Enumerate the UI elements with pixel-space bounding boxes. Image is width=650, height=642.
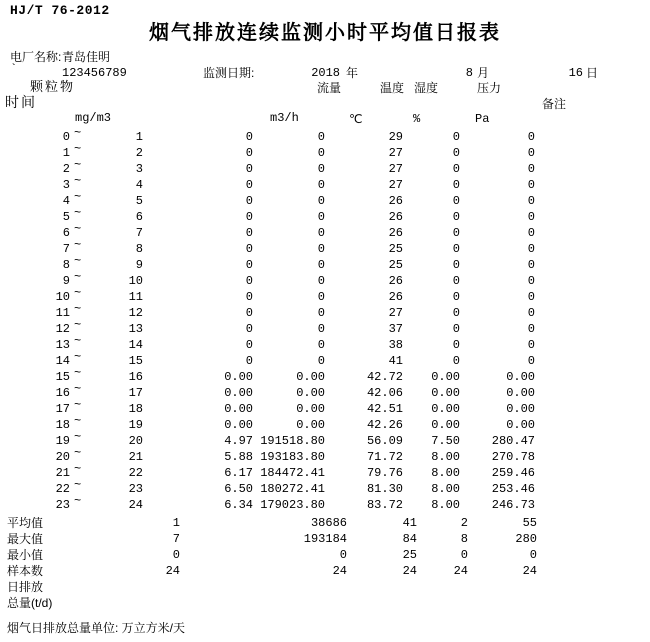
time-range-tilde: ~ [74, 350, 82, 364]
summary-value: 0 [529, 548, 537, 562]
cell-temp: 26 [388, 210, 403, 224]
time-range-tilde: ~ [74, 430, 82, 444]
month-unit: 月 [477, 66, 490, 80]
col-header-pressure: 压力 [477, 81, 502, 95]
cell-flow: 0.00 [296, 418, 325, 432]
stray-mark: ` [10, 62, 18, 76]
cell-pm: 6.17 [224, 466, 253, 480]
cell-temp: 83.72 [366, 498, 403, 512]
cell-pm: 0.00 [224, 418, 253, 432]
summary-label: 最大值 [7, 532, 44, 546]
cell-temp: 29 [388, 130, 403, 144]
cell-temp: 79.76 [366, 466, 403, 480]
cell-end: 7 [135, 226, 143, 240]
cell-humidity: 0 [452, 258, 460, 272]
summary-label: 总量(t/d) [7, 596, 53, 610]
cell-start: 7 [62, 242, 70, 256]
cell-end: 5 [135, 194, 143, 208]
cell-end: 24 [128, 498, 143, 512]
cell-humidity: 8.00 [431, 466, 460, 480]
cell-flow: 0 [317, 258, 325, 272]
summary-value: 24 [453, 564, 468, 578]
month-value: 8 [465, 66, 473, 80]
cell-flow: 191518.80 [260, 434, 325, 448]
cell-humidity: 0 [452, 290, 460, 304]
cell-end: 1 [135, 130, 143, 144]
cell-temp: 42.51 [366, 402, 403, 416]
summary-value: 8 [460, 532, 468, 546]
cell-pm: 0.00 [224, 370, 253, 384]
cell-pressure: 270.78 [491, 450, 535, 464]
cell-humidity: 8.00 [431, 450, 460, 464]
time-range-tilde: ~ [74, 382, 82, 396]
cell-start: 10 [55, 290, 70, 304]
time-range-tilde: ~ [74, 270, 82, 284]
year-unit: 年 [346, 66, 359, 80]
cell-temp: 27 [388, 178, 403, 192]
cell-temp: 26 [388, 290, 403, 304]
cell-humidity: 0 [452, 194, 460, 208]
time-range-tilde: ~ [74, 174, 82, 188]
cell-pm: 0.00 [224, 386, 253, 400]
cell-pressure: 0 [527, 162, 535, 176]
cell-temp: 27 [388, 306, 403, 320]
cell-end: 23 [128, 482, 143, 496]
cell-humidity: 0 [452, 130, 460, 144]
cell-end: 2 [135, 146, 143, 160]
cell-start: 18 [55, 418, 70, 432]
cell-temp: 42.72 [366, 370, 403, 384]
cell-flow: 0 [317, 322, 325, 336]
col-header-remark: 备注 [542, 97, 567, 111]
col-header-pm: 颗粒物 [30, 79, 76, 94]
cell-flow: 0 [317, 178, 325, 192]
cell-start: 1 [62, 146, 70, 160]
year-value: 2018 [311, 66, 340, 80]
cell-temp: 37 [388, 322, 403, 336]
cell-pm: 6.34 [224, 498, 253, 512]
report-title: 烟气排放连续监测小时平均值日报表 [149, 22, 501, 44]
time-range-tilde: ~ [74, 302, 82, 316]
cell-end: 19 [128, 418, 143, 432]
cell-pressure: 0 [527, 146, 535, 160]
cell-temp: 42.06 [366, 386, 403, 400]
cell-pressure: 246.73 [491, 498, 535, 512]
unit-temp: ℃ [349, 112, 363, 126]
cell-pm: 0 [245, 274, 253, 288]
cell-pressure: 0.00 [506, 370, 535, 384]
cell-end: 17 [128, 386, 143, 400]
summary-value: 24 [522, 564, 537, 578]
time-range-tilde: ~ [74, 190, 82, 204]
cell-flow: 0 [317, 306, 325, 320]
cell-humidity: 0 [452, 242, 460, 256]
summary-value: 193184 [303, 532, 347, 546]
cell-flow: 0 [317, 130, 325, 144]
cell-humidity: 0 [452, 226, 460, 240]
cell-humidity: 0 [452, 322, 460, 336]
time-range-tilde: ~ [74, 126, 82, 140]
time-range-tilde: ~ [74, 398, 82, 412]
cell-start: 2 [62, 162, 70, 176]
cell-end: 14 [128, 338, 143, 352]
cell-temp: 42.26 [366, 418, 403, 432]
summary-value: 2 [460, 516, 468, 530]
cell-start: 13 [55, 338, 70, 352]
cell-start: 17 [55, 402, 70, 416]
cell-pressure: 0 [527, 274, 535, 288]
cell-end: 20 [128, 434, 143, 448]
cell-start: 15 [55, 370, 70, 384]
cell-pressure: 0 [527, 258, 535, 272]
summary-value: 24 [332, 564, 347, 578]
cell-start: 14 [55, 354, 70, 368]
summary-label: 样本数 [7, 564, 44, 578]
time-range-tilde: ~ [74, 318, 82, 332]
cell-end: 16 [128, 370, 143, 384]
summary-value: 84 [402, 532, 417, 546]
cell-flow: 193183.80 [260, 450, 325, 464]
cell-pm: 0 [245, 210, 253, 224]
col-header-flow: 流量 [317, 81, 342, 95]
cell-pm: 5.88 [224, 450, 253, 464]
plant-name-label: 电厂名称: [10, 50, 62, 64]
cell-pm: 0 [245, 338, 253, 352]
cell-end: 12 [128, 306, 143, 320]
time-range-tilde: ~ [74, 478, 82, 492]
cell-end: 9 [135, 258, 143, 272]
summary-value: 55 [522, 516, 537, 530]
time-range-tilde: ~ [74, 206, 82, 220]
summary-label: 平均值 [7, 516, 44, 530]
summary-value: 25 [402, 548, 417, 562]
cell-humidity: 0.00 [431, 402, 460, 416]
time-range-tilde: ~ [74, 286, 82, 300]
cell-pressure: 0 [527, 178, 535, 192]
cell-start: 16 [55, 386, 70, 400]
col-header-humidity: 湿度 [414, 81, 439, 95]
cell-flow: 179023.80 [260, 498, 325, 512]
cell-flow: 0.00 [296, 370, 325, 384]
cell-end: 4 [135, 178, 143, 192]
cell-end: 8 [135, 242, 143, 256]
standard-number: HJ/T 76-2012 [10, 3, 110, 18]
cell-humidity: 8.00 [431, 482, 460, 496]
cell-start: 8 [62, 258, 70, 272]
cell-pm: 0 [245, 306, 253, 320]
cell-flow: 0 [317, 146, 325, 160]
cell-humidity: 8.00 [431, 498, 460, 512]
cell-pressure: 0 [527, 226, 535, 240]
cell-pm: 0 [245, 354, 253, 368]
cell-start: 4 [62, 194, 70, 208]
cell-pressure: 253.46 [491, 482, 535, 496]
summary-value: 1 [172, 516, 180, 530]
summary-value: 0 [339, 548, 347, 562]
cell-humidity: 0.00 [431, 386, 460, 400]
time-range-tilde: ~ [74, 414, 82, 428]
cell-start: 20 [55, 450, 70, 464]
cell-temp: 26 [388, 274, 403, 288]
time-range-tilde: ~ [74, 366, 82, 380]
cell-flow: 0 [317, 210, 325, 224]
cell-pm: 6.50 [224, 482, 253, 496]
time-range-tilde: ~ [74, 334, 82, 348]
cell-end: 21 [128, 450, 143, 464]
cell-pressure: 0 [527, 130, 535, 144]
cell-pm: 0 [245, 130, 253, 144]
cell-pressure: 0 [527, 306, 535, 320]
summary-value: 0 [172, 548, 180, 562]
cell-humidity: 0 [452, 210, 460, 224]
cell-flow: 0 [317, 354, 325, 368]
cell-start: 0 [62, 130, 70, 144]
cell-pressure: 0.00 [506, 402, 535, 416]
cell-start: 5 [62, 210, 70, 224]
cell-pressure: 0.00 [506, 418, 535, 432]
cell-humidity: 0.00 [431, 370, 460, 384]
cell-flow: 0.00 [296, 402, 325, 416]
cell-end: 11 [128, 290, 143, 304]
day-unit: 日 [586, 66, 599, 80]
cell-pressure: 259.46 [491, 466, 535, 480]
cell-flow: 0.00 [296, 386, 325, 400]
cell-temp: 25 [388, 258, 403, 272]
cell-pm: 0 [245, 242, 253, 256]
time-range-tilde: ~ [74, 254, 82, 268]
cell-start: 9 [62, 274, 70, 288]
cell-humidity: 0.00 [431, 418, 460, 432]
cell-start: 3 [62, 178, 70, 192]
summary-value: 280 [515, 532, 537, 546]
day-value: 16 [568, 66, 583, 80]
summary-value: 38686 [310, 516, 347, 530]
summary-value: 0 [460, 548, 468, 562]
cell-pm: 4.97 [224, 434, 253, 448]
cell-pm: 0 [245, 194, 253, 208]
summary-label: 日排放 [7, 580, 44, 594]
cell-humidity: 7.50 [431, 434, 460, 448]
cell-temp: 71.72 [366, 450, 403, 464]
unit-humidity: % [413, 112, 421, 126]
cell-flow: 0 [317, 226, 325, 240]
cell-pressure: 0 [527, 338, 535, 352]
cell-humidity: 0 [452, 274, 460, 288]
cell-pressure: 0 [527, 290, 535, 304]
summary-value: 24 [402, 564, 417, 578]
summary-value: 7 [172, 532, 180, 546]
cell-pm: 0 [245, 146, 253, 160]
col-header-time: 时间 [5, 94, 37, 110]
cell-end: 18 [128, 402, 143, 416]
summary-label: 最小值 [7, 548, 44, 562]
cell-pressure: 0 [527, 194, 535, 208]
cell-end: 6 [135, 210, 143, 224]
unit-flow: m3/h [270, 111, 299, 125]
plant-name-value: 青岛佳明 [62, 50, 111, 64]
cell-humidity: 0 [452, 338, 460, 352]
cell-pressure: 0 [527, 322, 535, 336]
cell-humidity: 0 [452, 162, 460, 176]
cell-pm: 0 [245, 258, 253, 272]
time-range-tilde: ~ [74, 238, 82, 252]
cell-end: 22 [128, 466, 143, 480]
cell-temp: 27 [388, 162, 403, 176]
time-range-tilde: ~ [74, 222, 82, 236]
cell-temp: 41 [388, 354, 403, 368]
cell-pm: 0 [245, 290, 253, 304]
cell-pressure: 0 [527, 210, 535, 224]
cell-start: 19 [55, 434, 70, 448]
cell-start: 22 [55, 482, 70, 496]
time-range-tilde: ~ [74, 142, 82, 156]
cell-humidity: 0 [452, 306, 460, 320]
footer-note: 烟气日排放总量单位: 万立方米/天 [7, 621, 186, 635]
cell-pm: 0.00 [224, 402, 253, 416]
cell-start: 21 [55, 466, 70, 480]
time-range-tilde: ~ [74, 494, 82, 508]
time-range-tilde: ~ [74, 158, 82, 172]
cell-start: 12 [55, 322, 70, 336]
unit-pressure: Pa [475, 112, 490, 126]
cell-temp: 26 [388, 226, 403, 240]
cell-temp: 38 [388, 338, 403, 352]
cell-flow: 0 [317, 338, 325, 352]
cell-pm: 0 [245, 226, 253, 240]
cell-flow: 0 [317, 194, 325, 208]
time-range-tilde: ~ [74, 462, 82, 476]
cell-end: 10 [128, 274, 143, 288]
cell-flow: 0 [317, 274, 325, 288]
cell-flow: 0 [317, 290, 325, 304]
plant-code: 123456789 [62, 66, 127, 80]
cell-flow: 0 [317, 162, 325, 176]
cell-pressure: 280.47 [491, 434, 535, 448]
cell-start: 6 [62, 226, 70, 240]
cell-humidity: 0 [452, 178, 460, 192]
cell-end: 15 [128, 354, 143, 368]
cell-end: 13 [128, 322, 143, 336]
cell-humidity: 0 [452, 146, 460, 160]
cell-flow: 180272.41 [260, 482, 325, 496]
cell-pm: 0 [245, 322, 253, 336]
cell-end: 3 [135, 162, 143, 176]
cell-pressure: 0.00 [506, 386, 535, 400]
summary-value: 41 [402, 516, 417, 530]
cell-pressure: 0 [527, 242, 535, 256]
cell-start: 23 [55, 498, 70, 512]
cell-pressure: 0 [527, 354, 535, 368]
cell-temp: 25 [388, 242, 403, 256]
cell-pm: 0 [245, 178, 253, 192]
cell-temp: 81.30 [366, 482, 403, 496]
time-range-tilde: ~ [74, 446, 82, 460]
date-label: 监测日期: [203, 66, 255, 80]
unit-pm: mg/m3 [75, 111, 112, 125]
summary-value: 24 [165, 564, 180, 578]
cell-pm: 0 [245, 162, 253, 176]
cell-temp: 26 [388, 194, 403, 208]
cell-start: 11 [55, 306, 70, 320]
cell-flow: 0 [317, 242, 325, 256]
cell-temp: 56.09 [366, 434, 403, 448]
cell-temp: 27 [388, 146, 403, 160]
col-header-temp: 温度 [380, 81, 405, 95]
cell-flow: 184472.41 [260, 466, 325, 480]
cell-humidity: 0 [452, 354, 460, 368]
